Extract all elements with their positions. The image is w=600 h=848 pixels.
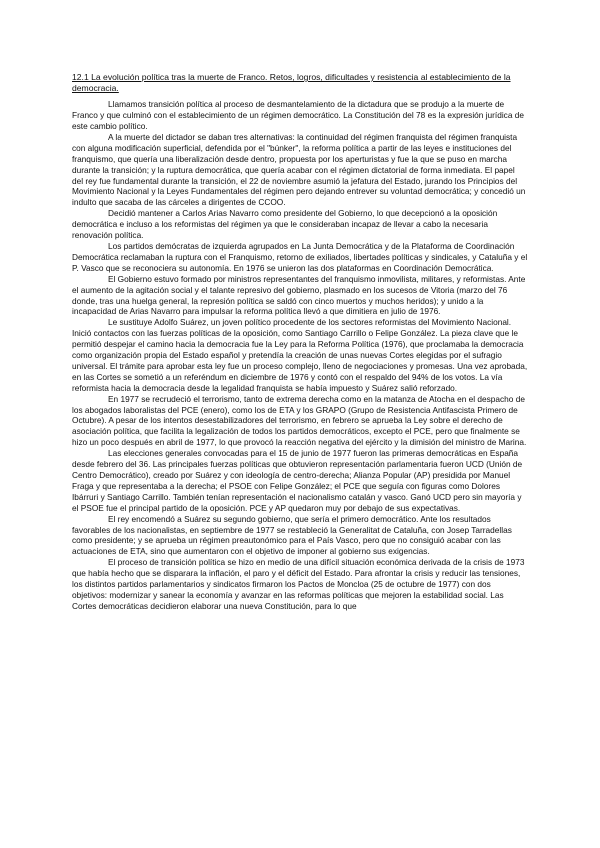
paragraph-transicion: Llamamos transición política al proceso de desmantelamiento de la dictadura que se produjo a la muerte de Franco y que culminó con el establecimiento de un régimen democrático. La Constitución del 78 es la expresión jurídica de este cambio político. (72, 99, 524, 131)
paragraph-suarez: Le sustituye Adolfo Suárez, un joven político procedente de los sectores reformistas del Movimiento Nacional. Inició contactos con las fuerzas políticas de la oposición, como Santiago Carrillo o Felipe González. La pieza clave que le permitió despejar el camino hacia la democracia fue la Ley para la Reforma Política (1976), que proclamaba la democracia como organización propia del Estado español y pretendía la creación de unas nuevas Cortes elegidas por el sufragio universal. El trámite para aprobar esta ley fue un proceso complejo, lleno de negociaciones y promesas. Una vez aprobada, en las Cortes se sometió a un referéndum en diciembre de 1976 y contó con el respaldo del 94% de los votos. La vía reformista hacia la democracia desde la legalidad franquista se había impuesto y Suárez salió reforzado. (72, 317, 528, 393)
paragraph-partidos-izquierda: Los partidos demócratas de izquierda agrupados en La Junta Democrática y de la Plataforma de Coordinación Democrática reclamaban la ruptura con el Franquismo, retorno de exiliados, libertades políticas y sindicales, y Cataluña y el P. Vasco que se reconociera su autonomía. En 1976 se unieron las dos plataformas en Coordinación Democrática. (72, 240, 528, 273)
document-page (72, 72, 528, 612)
paragraph-terrorismo: En 1977 se recrudeció el terrorismo, tanto de extrema derecha como en la matanza de Atocha en el despacho de los abogados laboralistas del PCE (enero), como los de ETA y los GRAPO (Grupo de Resistencia Antifascista Primero de Octubre). A pesar de los intentos desestabilizadores del terrorismo, en febrero se aprueba la Ley sobre el derecho de asociación política, que facilita la legalización de todos los partidos democráticos, excepto el PCE, pero que finalmente se hizo un poco después en abril de 1977, lo que provocó la reacción negativa del ejército y la dimisión del ministro de Marina. (72, 393, 527, 448)
paragraph-segundo-gobierno: El rey encomendó a Suárez su segundo gobierno, que sería el primero democrático. Ante los resultados favorables de los nacionalistas, en septiembre de 1977 se restableció la Generalitat de Cataluña, con Josep Tarradellas como presidente; y se aprueba un régimen preautonómico para el País Vasco, pero que no consiguió acabar con las actuaciones de ETA, sino que aumentaron con el objetivo de imponer al gobierno sus exigencias. (72, 513, 512, 557)
section-title: 12.1 La evolución política tras la muerte de Franco. Retos, logros, dificultades y resistencia al establecimiento de la democracia. (72, 72, 511, 93)
paragraph-elecciones: Las elecciones generales convocadas para el 15 de junio de 1977 fueron las primeras democráticas en España desde febrero del 36. Las principales fuerzas políticas que obtuvieron representación parlamentaria fueron UCD (Unión de Centro Democrático), creado por Suárez y con ideología de centro-derecha; Alianza Popular (AP) presidida por Manuel Fraga y que representaba a la derecha; el PSOE con Felipe González; el PCE que seguía con figuras como Dolores Ibárruri y Santiago Carrillo. También tenían representación el nacionalismo catalán y vasco. Ganó UCD pero sin mayoría y el PSOE fue el principal partido de la oposición. PCE y AP quedaron muy por debajo de sus expectativas. (72, 448, 523, 513)
paragraph-alternativas: A la muerte del dictador se daban tres alternativas: la continuidad del régimen franquista del régimen franquista con alguna modificación superficial, defendida por el "búnker", la reforma política a partir de las leyes e instituciones del franquismo, que quería una liberalización desde dentro, propuesta por los aperturistas y fue la que se puso en marcha durante la transición; y la ruptura democrática, que quería acabar con el régimen dictatorial de forma inmediata. El papel del rey fue fundamental durante la transición, el 22 de noviembre asumió la jefatura del Estado, jurando los Principios del Movimiento Nacional y la Leyes Fundamentales del régimen pero dejando entrever su voluntad democrática; y concedió un indulto que sacaba de las cárceles a dirigentes de CCOO. (72, 131, 526, 208)
paragraph-crisis-economica: El proceso de transición política se hizo en medio de una difícil situación económica derivada de la crisis de 1973 que había hecho que se disparara la inflación, el paro y el déficit del Estado. Para afrontar la crisis y reducir las tensiones, los distintos partidos parlamentarios y sindicatos firmaron los Pactos de Moncloa (25 de octubre de 1977) con dos objetivos: modernizar y sanear la economía y avanzar en las reformas políticas que mejoren la estabilidad social. Las Cortes democráticas decidieron elaborar una nueva Constitución, para lo que (72, 557, 525, 611)
paragraph-gobierno: El Gobierno estuvo formado por ministros representantes del franquismo inmovilista, militares, y reformistas. Ante el aumento de la agitación social y el talante represivo del gobierno, plasmado en los sucesos de Vitoria (marzo del 76 donde, tras una huelga general, la represión política se saldó con cinco muertos y muchos heridos); y unido a la incapacidad de Arias Navarro para impulsar la reforma política llevó a que dimitiera en julio de 1976. (72, 273, 526, 317)
document-body (72, 99, 528, 612)
paragraph-arias-navarro: Decidió mantener a Carlos Arias Navarro como presidente del Gobierno, lo que decepcionó a la oposición democrática e incluso a los reformistas del régimen ya que le consideraban incapaz de llevar a cabo la necesaria renovación política. (72, 208, 498, 241)
